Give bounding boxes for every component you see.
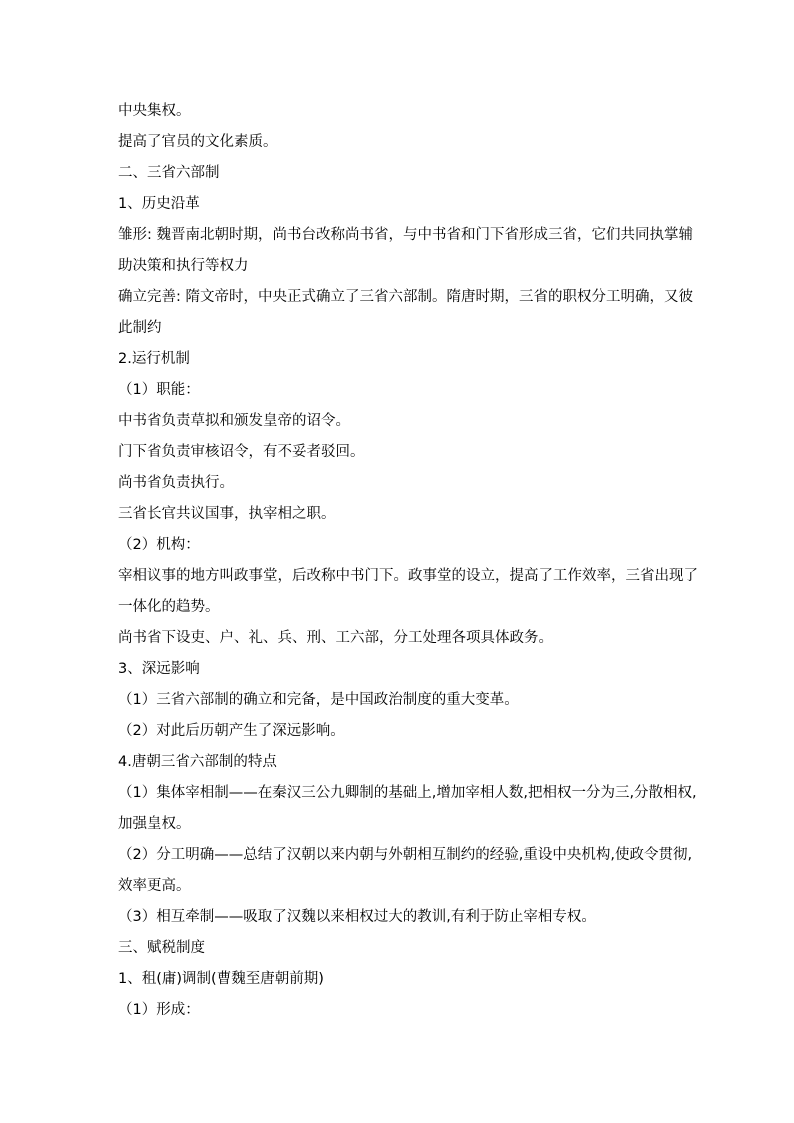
text-line: 中央集权。 [118,103,191,119]
paragraph [118,504,678,524]
paragraph [118,628,678,648]
paragraph [118,442,678,462]
text-line: 提高了官员的文化素质。 [118,134,278,150]
text-line: 宰相议事的地方叫政事堂，后改称中书门下。政事堂的设立，提高了工作效率，三省出现了 [118,568,698,584]
text-line: （3）相互牵制——吸取了汉魏以来相权过大的教训,有利于防止宰相专权。 [118,909,596,925]
text-line: 助决策和执行等权力 [118,258,249,274]
paragraph [118,535,678,555]
paragraph [118,690,678,710]
text-line: 门下省负责审核诏令，有不妥者驳回。 [118,444,365,460]
paragraph [118,845,693,896]
text-line: 此制约 [118,320,162,336]
text-line: 3、深远影响 [118,661,200,677]
text-line: 1、历史沿革 [118,196,200,212]
paragraph [118,287,693,338]
text-line: （2）分工明确——总结了汉朝以来内朝与外朝相互制约的经验,重设中央机构,使政令贯彻, [118,847,693,863]
subsection-heading [118,194,678,214]
paragraph [118,473,678,493]
text-line: （1）形成： [118,1002,200,1018]
document-body [118,101,698,1031]
paragraph [118,101,678,121]
subsection-heading [118,349,678,369]
subsection-heading [118,659,678,679]
text-line: （1）职能： [118,382,200,398]
text-line: （2）机构： [118,537,200,553]
text-line: 一体化的趋势。 [118,599,220,615]
text-line: 效率更高。 [118,878,191,894]
paragraph [118,566,698,617]
text-line: 1、租(庸)调制(曹魏至唐朝前期) [118,971,324,987]
paragraph [118,411,678,431]
paragraph [118,721,678,741]
text-line: （2）对此后历朝产生了深远影响。 [118,723,345,739]
text-line: 确立完善: 隋文帝时，中央正式确立了三省六部制。隋唐时期，三省的职权分工明确，又彼 [118,289,693,305]
subsection-heading [118,752,678,772]
text-line: 二、三省六部制 [118,165,220,181]
paragraph [118,1000,678,1020]
text-line: 加强皇权。 [118,816,191,832]
text-line: 4.唐朝三省六部制的特点 [118,754,277,770]
text-line: 三省长官共议国事，执宰相之职。 [118,506,336,522]
text-line: （1）三省六部制的确立和完备，是中国政治制度的重大变革。 [118,692,519,708]
paragraph [118,380,678,400]
paragraph [118,783,697,834]
subsection-heading [118,969,678,989]
text-line: 2.运行机制 [118,351,190,367]
paragraph [118,132,678,152]
text-line: 尚书省下设吏、户、礼、兵、刑、工六部，分工处理各项具体政务。 [118,630,553,646]
text-line: 中书省负责草拟和颁发皇帝的诏令。 [118,413,350,429]
section-heading [118,938,678,958]
text-line: 三、赋税制度 [118,940,205,956]
paragraph [118,907,678,927]
text-line: 雏形: 魏晋南北朝时期，尚书台改称尚书省，与中书省和门下省形成三省，它们共同执掌辅 [118,227,693,243]
section-heading [118,163,678,183]
paragraph [118,225,693,276]
text-line: （1）集体宰相制——在秦汉三公九卿制的基础上,增加宰相人数,把相权一分为三,分散相权, [118,785,697,801]
text-line: 尚书省负责执行。 [118,475,234,491]
